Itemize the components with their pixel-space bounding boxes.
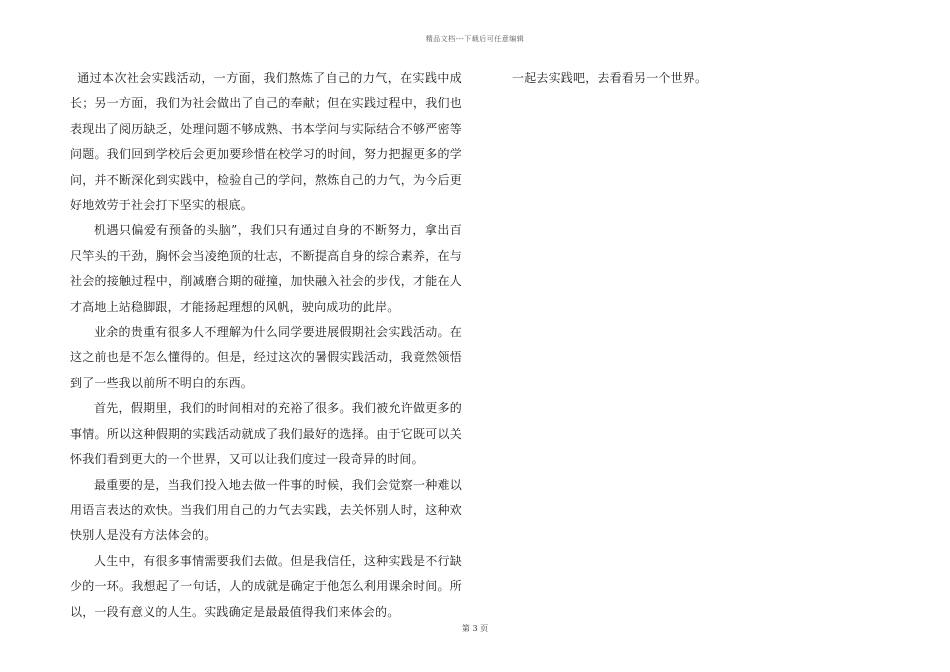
left-column (70, 66, 462, 625)
paragraph-4: 首先，假期里，我们的时间相对的充裕了很多。我们被允许做更多的事情。所以这种假期的实践活动就成了我们最好的选择。由于它既可以关怀我们看到更大的一个世界，又可以让我们度过一段奇异的时间。 (70, 401, 462, 467)
paragraph-1: 通过本次社会实践活动，一方面，我们熬炼了自己的力气，在实践中成长；另一方面，我们为社会做出了自己的奉献；但在实践过程中，我们也表现出了阅历缺乏，处理问题不够成熟、书本学问与实际结合不够严密等问题。我们回到学校后会更加要珍惜在校学习的时间，努力把握更多的学问，并不断深化到实践中，检验自己的学问，熬炼自己的力气，为今后更好地效劳于社会打下坚实的根底。 (70, 71, 462, 213)
paragraph-3: 业余的贵重有很多人不理解为什么同学要进展假期社会实践活动。在这之前也是不怎么懂得的。但是，经过这次的暑假实践活动，我竟然领悟到了一些我以前所不明白的东西。 (70, 325, 462, 390)
paragraph-5: 最重要的是，当我们投入地去做一件事的时候，我们会觉察一种难以用语言表达的欢快。当我们用自己的力气去实践，去关怀别人时，这种欢快别人是没有方法体会的。 (70, 477, 462, 543)
paragraph-7: 一起去实践吧，去看看另一个世界。 (512, 71, 708, 85)
paragraph-6: 人生中，有很多事情需要我们去做。但是我信任，这种实践是不行缺少的一环。我想起了一句话，人的成就是确定于他怎么利用课余时间。所以，一段有意义的人生。实践确定是最最值得我们来体会的。 (70, 553, 462, 619)
right-column (512, 66, 892, 91)
page-number: 第 3 页 (461, 624, 489, 633)
page-header: 精品文档---下载后可任意编辑 (425, 35, 525, 43)
paragraph-2: 机遇只偏爱有预备的头脑”，我们只有通过自身的不断努力，拿出百尺竿头的干劲，胸怀会当凌绝顶的壮志，不断提高自身的综合素养，在与社会的接触过程中，削减磨合期的碰撞，加快融入社会的步伐，才能在人才高地上站稳脚跟，才能扬起理想的风帆，驶向成功的此岸。 (70, 223, 462, 314)
